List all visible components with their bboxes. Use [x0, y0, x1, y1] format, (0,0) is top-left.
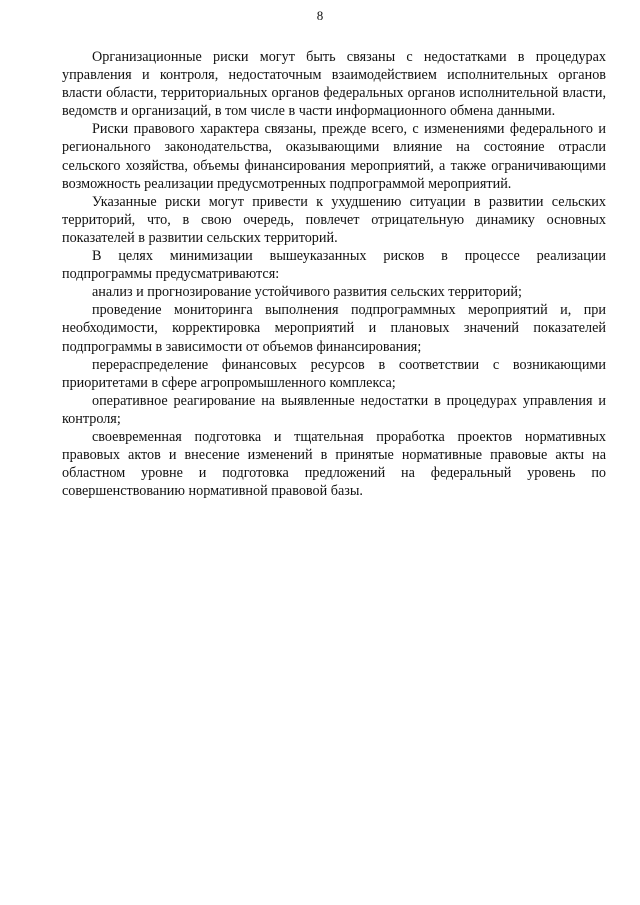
- list-item-redistribution: перераспределение финансовых ресурсов в соответствии с возникающими приоритетами в сфере агропромышленного комплекса;: [62, 356, 606, 391]
- paragraph-organizational-risks: Организационные риски могут быть связаны с недостатками в процедурах управления и контроля, недостаточным взаимодействием исполнительных органов власти области, территориальных органов федеральных органов исполнительной власти, ведомств и организаций, в том числе в части информационного обмена данными.: [62, 49, 606, 120]
- page-number: 8: [316, 8, 324, 23]
- document-body: [62, 48, 606, 500]
- paragraph-minimization-intro: В целях минимизации вышеуказанных рисков в процессе реализации подпрограммы предусматриваются:: [62, 248, 606, 283]
- list-item-analysis: анализ и прогнозирование устойчивого развития сельских территорий;: [92, 284, 522, 301]
- paragraph-legal-risks: Риски правового характера связаны, прежде всего, с изменениями федерального и регионального законодательства, оказывающими влияние на состояние отрасли сельского хозяйства, объемы финансирования мероприятий, а также ограничивающими возможность реализации предусмотренных подпрограммой мероприятий.: [62, 121, 606, 192]
- list-item-response: оперативное реагирование на выявленные недостатки в процедурах управления и контроля;: [62, 392, 606, 427]
- list-item-monitoring: проведение мониторинга выполнения подпрограммных мероприятий и, при необходимости, корректировка мероприятий и плановых значений показателей подпрограммы в зависимости от объемов финансирования;: [62, 302, 606, 355]
- paragraph-risk-consequences: Указанные риски могут привести к ухудшению ситуации в развитии сельских территорий, что, в свою очередь, повлечет отрицательную динамику основных показателей в развитии сельских территорий.: [62, 193, 606, 246]
- list-item-regulatory-preparation: своевременная подготовка и тщательная проработка проектов нормативных правовых актов и внесение изменений в принятые нормативные правовые акты на областном уровне и подготовка предложений на федеральный уровень по совершенствованию нормативной правовой базы.: [62, 428, 606, 500]
